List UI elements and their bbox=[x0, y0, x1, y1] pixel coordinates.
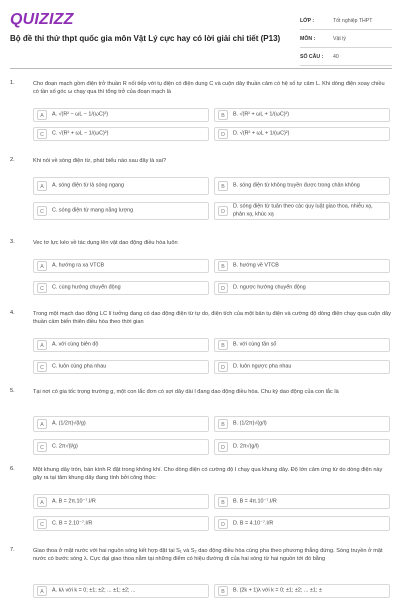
question-text: Trong một mạch dao động LC lí tưởng đang có dao động điện từ tự do, điện tích của một bản tụ điện và cường độ dòng điện chạy qua cuộn dây thuần cảm biến thiên điều hòa theo thời gian bbox=[33, 311, 391, 325]
option-c[interactable] bbox=[33, 516, 209, 531]
meta-key: LỚP : bbox=[300, 17, 315, 24]
option-letter: C bbox=[37, 442, 47, 452]
option-b[interactable] bbox=[214, 494, 390, 509]
meta-value: 40 bbox=[333, 53, 339, 60]
option-d[interactable] bbox=[214, 439, 390, 455]
option-letter: A bbox=[37, 261, 47, 271]
option-letter: B bbox=[218, 497, 228, 507]
option-letter: B bbox=[218, 419, 228, 429]
option-a[interactable] bbox=[33, 494, 209, 509]
option-c[interactable] bbox=[33, 281, 209, 295]
question-number: 6. bbox=[10, 466, 15, 472]
option-text: D. √(R² + ωL + 1/(ωC)²) bbox=[233, 130, 290, 137]
option-text: A. kλ với k = 0; ±1; ±2; ... ±1; ±2; ... bbox=[52, 587, 136, 594]
option-text: D. B = 4.10⁻⁷.I/R bbox=[233, 519, 274, 526]
question-text: Vec tơ lực kéo về tác dụng lên vật dao động điều hòa luôn bbox=[33, 240, 178, 246]
document-header bbox=[0, 0, 400, 68]
option-letter: D bbox=[218, 129, 228, 139]
option-b[interactable] bbox=[214, 584, 390, 598]
option-letter: A bbox=[37, 419, 47, 429]
option-text: B. (1/2π)√(g/l) bbox=[233, 420, 267, 427]
quizizz-logo: QUIZIZZ bbox=[10, 11, 74, 28]
option-letter: B bbox=[218, 261, 228, 271]
option-a[interactable] bbox=[33, 259, 209, 273]
option-letter: C bbox=[37, 362, 47, 372]
option-c[interactable] bbox=[33, 360, 209, 374]
option-letter: A bbox=[37, 497, 47, 507]
option-b[interactable] bbox=[214, 108, 390, 122]
question-text: Giao thoa ở mặt nước với hai nguồn sóng kết hợp đặt tại S₁ và S₂ dao động điều hòa cùng pha theo phương thẳng đứng. Sóng truyền ở mặt nước có bước sóng λ. Cực đại giao thoa nằm tại những điểm có hiệu đường đi của hai sóng từ hai nguồn tới đó bằng bbox=[33, 548, 383, 562]
option-b[interactable] bbox=[214, 177, 390, 195]
option-letter: D bbox=[218, 283, 228, 293]
question-number: 3. bbox=[10, 239, 15, 245]
option-c[interactable] bbox=[33, 202, 209, 220]
option-text: C. 2π√(l/g) bbox=[52, 443, 78, 450]
option-d[interactable] bbox=[214, 127, 390, 141]
question-number: 7. bbox=[10, 547, 15, 553]
option-a[interactable] bbox=[33, 584, 209, 598]
question-text: Cho đoạn mạch gồm điện trở thuần R nối tiếp với tụ điện có điện dung C và cuộn dây thuần cảm có hệ số tự cảm L. Khi dòng điện xoay chiều có tần số góc ω chạy qua thì tổng trở của đoạn mạch là bbox=[33, 81, 385, 95]
question-text: Khi nói về sóng điện từ, phát biểu nào sau đây là sai? bbox=[33, 158, 167, 164]
option-text: A. (1/2π)√(l/g) bbox=[52, 420, 86, 427]
option-b[interactable] bbox=[214, 416, 390, 432]
option-letter: B bbox=[218, 340, 228, 350]
option-d[interactable] bbox=[214, 516, 390, 531]
option-text: C. cùng hướng chuyển động bbox=[52, 284, 121, 291]
option-b[interactable] bbox=[214, 259, 390, 273]
option-text: B. (2k + 1)λ với k = 0; ±1; ±2; ... ±1; ± bbox=[233, 587, 322, 594]
option-letter: C bbox=[37, 283, 47, 293]
option-letter: A bbox=[37, 340, 47, 350]
option-letter: D bbox=[218, 362, 228, 372]
option-letter: B bbox=[218, 181, 228, 191]
option-text: C. sóng điện từ mang năng lượng bbox=[52, 207, 134, 214]
option-text: D. sóng điện từ tuân theo các quy luật giao thoa, nhiễu xạ, phản xạ, khúc xạ bbox=[233, 203, 373, 217]
option-letter: D bbox=[218, 519, 228, 529]
meta-key: MÔN : bbox=[300, 35, 316, 42]
option-d[interactable] bbox=[214, 202, 390, 220]
option-letter: C bbox=[37, 519, 47, 529]
option-text: D. 2π√(g/l) bbox=[233, 443, 259, 450]
option-letter: C bbox=[37, 129, 47, 139]
option-text: A. hướng ra xa VTCB bbox=[52, 262, 105, 269]
option-a[interactable] bbox=[33, 108, 209, 122]
option-text: A. B = 2π.10⁻⁷.I/R bbox=[52, 497, 96, 504]
meta-table bbox=[300, 12, 392, 66]
option-text: B. sóng điện từ không truyền được trong chân không bbox=[233, 182, 360, 189]
option-letter: C bbox=[37, 206, 47, 216]
option-letter: B bbox=[218, 110, 228, 120]
option-text: A. sóng điện từ là sóng ngang bbox=[52, 182, 124, 189]
meta-value: Tốt nghiệp THPT bbox=[333, 17, 373, 24]
option-a[interactable] bbox=[33, 177, 209, 195]
option-c[interactable] bbox=[33, 127, 209, 141]
question-text: Tại nơi có gia tốc trọng trường g, một con lắc đơn có sợi dây dài l đang dao động điều hòa. Chu kỳ dao động của con lắc là bbox=[33, 389, 339, 395]
option-a[interactable] bbox=[33, 338, 209, 352]
meta-row-subject bbox=[300, 30, 392, 48]
option-text: B. B = 4π.10⁻⁷.I/R bbox=[233, 497, 277, 504]
option-text: D. ngược hướng chuyển động bbox=[233, 284, 306, 291]
option-text: C. B = 2.10⁻⁷.I/R bbox=[52, 519, 93, 526]
option-d[interactable] bbox=[214, 281, 390, 295]
option-letter: A bbox=[37, 110, 47, 120]
question-number: 2. bbox=[10, 157, 15, 163]
option-letter: D bbox=[218, 442, 228, 452]
question-number: 5. bbox=[10, 388, 15, 394]
page-title: Bộ đề thi thử thpt quốc gia môn Vật Lý cực hay có lời giải chi tiết (P13) bbox=[10, 34, 281, 43]
option-c[interactable] bbox=[33, 439, 209, 455]
meta-row-class bbox=[300, 12, 392, 30]
option-text: C. luôn cùng pha nhau bbox=[52, 363, 107, 370]
option-text: D. luôn ngược pha nhau bbox=[233, 363, 292, 370]
option-text: B. hướng về VTCB bbox=[233, 262, 279, 269]
option-letter: A bbox=[37, 586, 47, 596]
meta-key: SỐ CÂU : bbox=[300, 53, 324, 60]
option-text: B. với cùng tần số bbox=[233, 341, 277, 348]
meta-row-count bbox=[300, 48, 392, 66]
option-text: B. √(R² + ωL + 1/(ωC)²) bbox=[233, 111, 290, 118]
meta-value: Vật lý bbox=[333, 35, 346, 42]
option-letter: D bbox=[218, 206, 228, 216]
question-number: 1. bbox=[10, 80, 15, 86]
option-text: C. √(R² + ωL − 1/(ωC)²) bbox=[52, 130, 109, 137]
option-a[interactable] bbox=[33, 416, 209, 432]
header-divider bbox=[10, 68, 392, 69]
option-letter: A bbox=[37, 181, 47, 191]
option-d[interactable] bbox=[214, 360, 390, 374]
question-text: Một khung dây tròn, bán kính R đặt trong không khí. Cho dòng điện có cường độ I chạy qua khung dây. Độ lớn cảm ứng từ do dòng điện này gây ra tại tâm khung dây đang tính bởi công thức: bbox=[33, 467, 383, 481]
option-b[interactable] bbox=[214, 338, 390, 352]
question-number: 4. bbox=[10, 310, 15, 316]
option-letter: B bbox=[218, 586, 228, 596]
option-text: A. √(R² − ωL − 1/(ωC)²) bbox=[52, 111, 109, 118]
option-text: A. với cùng biên độ bbox=[52, 341, 99, 348]
